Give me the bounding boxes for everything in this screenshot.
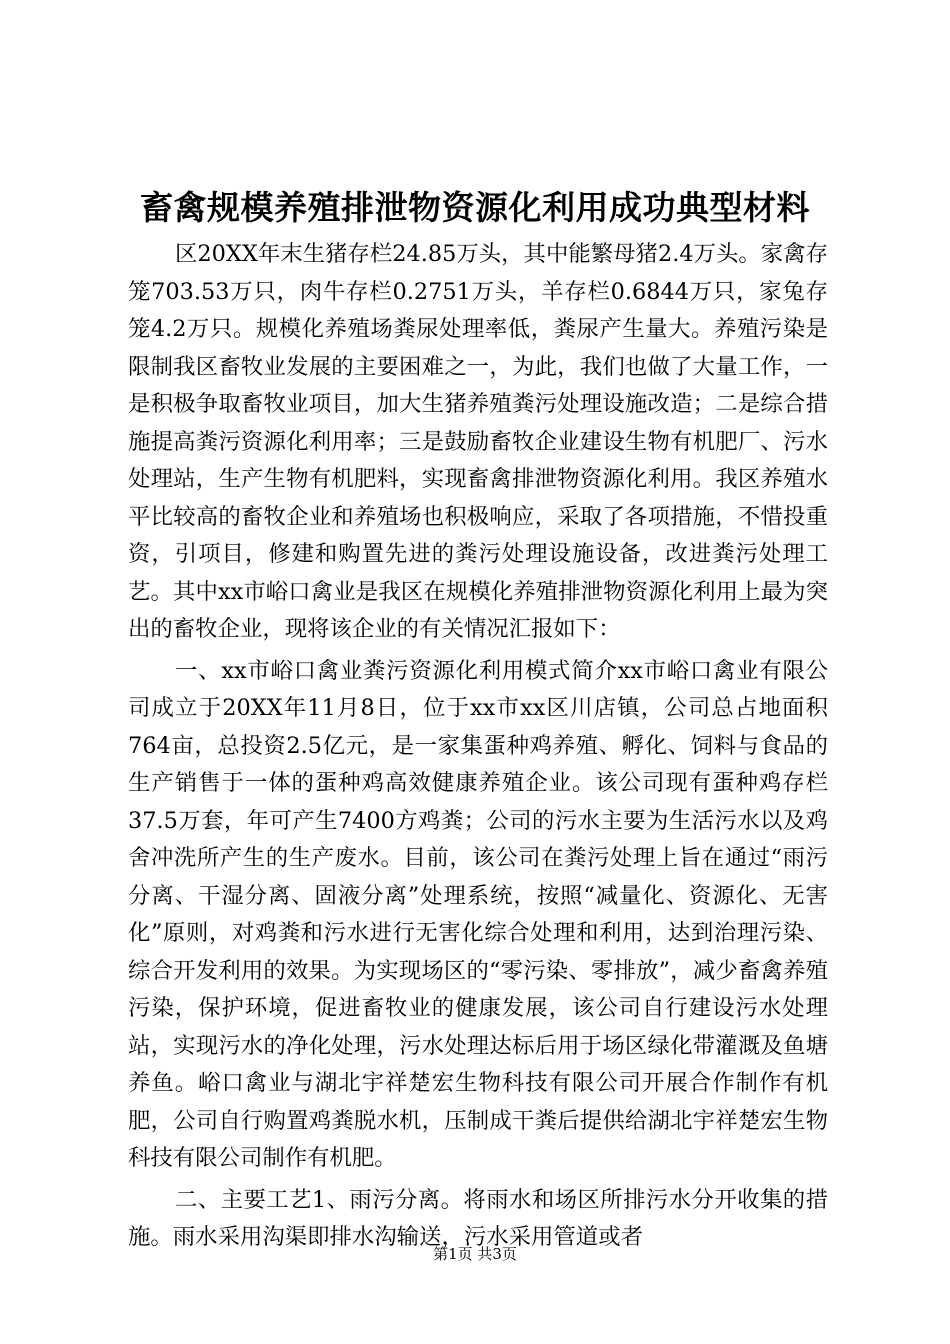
page-number-footer: 第1页 共3页 [433, 1245, 517, 1263]
paragraph-section-one: 一、xx市峪口禽业粪污资源化利用模式简介xx市峪口禽业有限公司成立于20XX年11月8日，位于xx市xx区川店镇，公司总占地面积764亩，总投资2.5亿元，是一家集蛋种鸡养殖、孵化、饲料与食品的生产销售于一体的蛋种鸡高效健康养殖企业。该公司现有蛋种鸡存栏37.5万套，年可产生7400方鸡粪；公司的污水主要为生活污水以及鸡舍冲洗所产生的生产废水。目前，该公司在粪污处理上旨在通过“雨污分离、干湿分离、固液分离”处理系统，按照“减量化、资源化、无害化”原则，对鸡粪和污水进行无害化综合处理和利用，达到治理污染、综合开发利用的效果。为实现场区的“零污染、零排放”，减少畜禽养殖污染，保护环境，促进畜牧业的健康发展，该公司自行建设污水处理站，实现污水的净化处理，污水处理达标后用于场区绿化带灌溉及鱼塘养鱼。峪口禽业与湖北宇祥楚宏生物科技有限公司开展合作制作有机肥，公司自行购置鸡粪脱水机，压制成干粪后提供给湖北宇祥楚宏生物科技有限公司制作有机肥。 [128, 657, 828, 1171]
paragraph-intro: 区20XX年末生猪存栏24.85万头，其中能繁母猪2.4万头。家禽存笼703.53万只，肉牛存栏0.2751万头，羊存栏0.6844万只，家兔存笼4.2万只。规模化养殖场粪尿处理率低，粪尿产生量大。养殖污染是限制我区畜牧业发展的主要困难之一，为此，我们也做了大量工作，一是积极争取畜牧业项目，加大生猪养殖粪污处理设施改造；二是综合措施提高粪污资源化利用率；三是鼓励畜牧企业建设生物有机肥厂、污水处理站，生产生物有机肥料，实现畜禽排泄物资源化利用。我区养殖水平比较高的畜牧企业和养殖场也积极响应，采取了各项措施，不惜投重资，引项目，修建和购置先进的粪污处理设施设备，改进粪污处理工艺。其中xx市峪口禽业是我区在规模化养殖排泄物资源化利用上最为突出的畜牧企业，现将该企业的有关情况汇报如下： [128, 241, 828, 642]
document-title: 畜禽规模养殖排泄物资源化利用成功典型材料 [140, 188, 810, 227]
document-body [128, 236, 828, 1257]
paragraph-section-two: 二、主要工艺1、雨污分离。将雨水和场区所排污水分开收集的措施。雨水采用沟渠即排水沟输送，污水采用管道或者 [128, 1186, 828, 1250]
